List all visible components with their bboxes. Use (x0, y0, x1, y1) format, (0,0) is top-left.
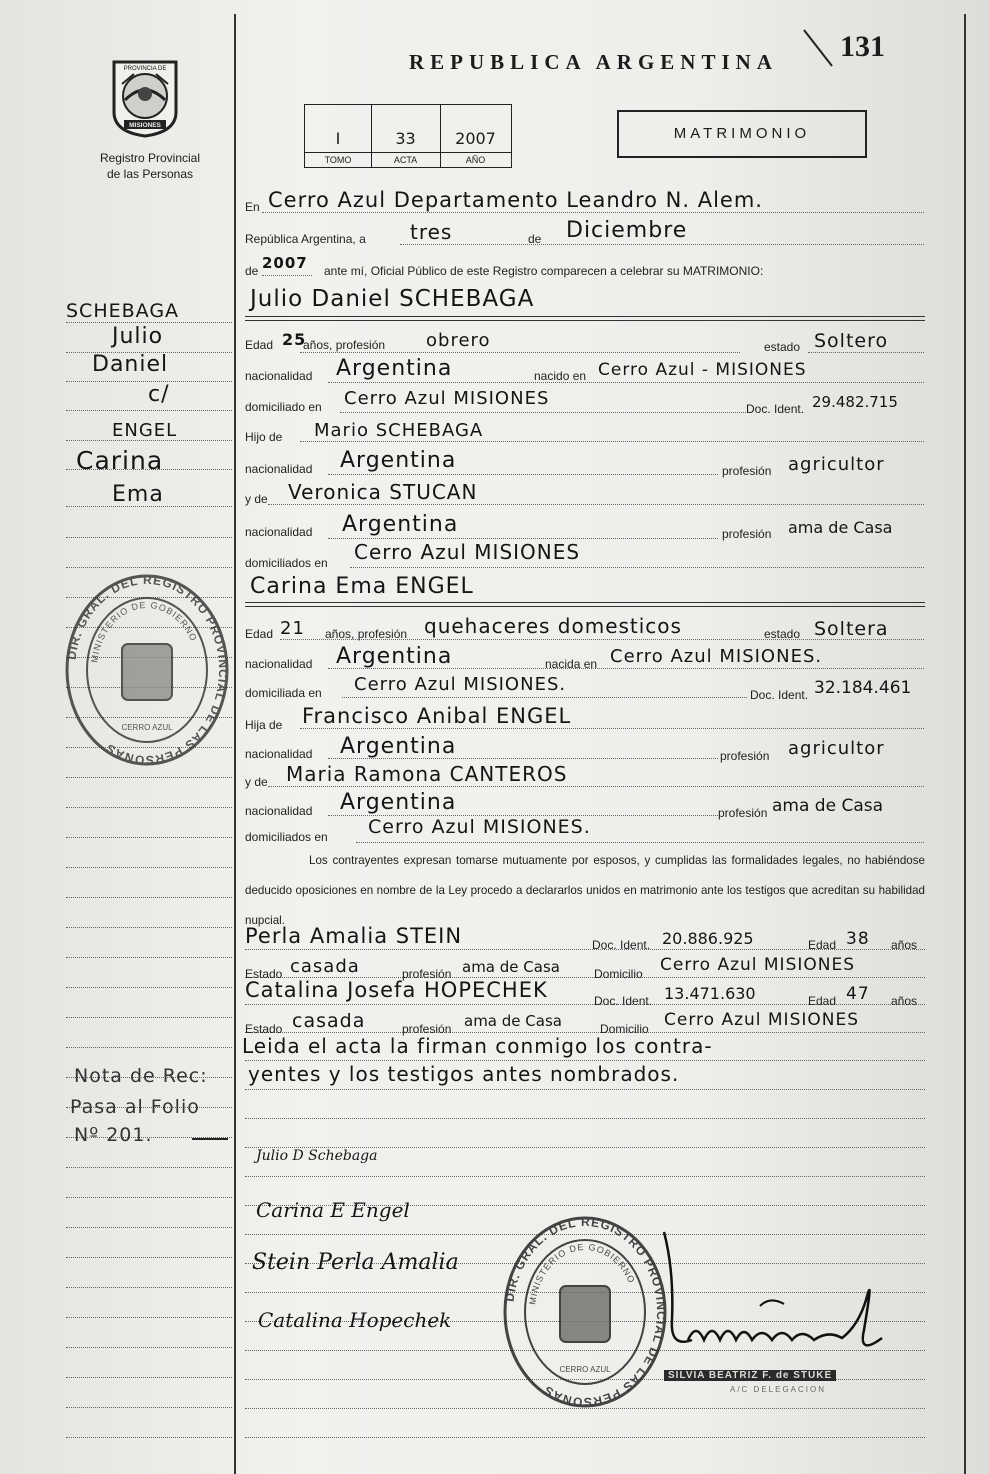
act-type-box: MATRIMONIO (617, 110, 867, 158)
groom-signature: Julio D Schebaga (256, 1148, 378, 1164)
lower-seal-outer-text: DIR. GRAL. DEL REGISTRO PROVINCIAL DE LAS PERSONAS (502, 1214, 669, 1410)
tomo-cell (305, 105, 372, 167)
witness1-profession: ama de Casa (462, 958, 560, 976)
bride-father-nationality: Argentina (340, 734, 457, 759)
ano-cell (440, 105, 511, 167)
bride-mother-profession: ama de Casa (772, 796, 884, 816)
registry-name-line2: de las Personas (106, 167, 194, 181)
groom-mother: Veronica STUCAN (288, 480, 478, 504)
bride-profession: quehaceres domesticos (424, 614, 682, 638)
margin-divider-line (234, 14, 236, 1474)
groom-doc-number: 29.482.715 (812, 393, 898, 411)
official-seal-lower (500, 1212, 670, 1412)
groom-nacionalidad-label: nacionalidad (245, 369, 313, 383)
closing-line2: yentes y los testigos antes nombrados. (248, 1062, 680, 1086)
bride-father-profession: agricultor (788, 738, 885, 759)
bride-domiciliada-label: domiciliada en (245, 686, 322, 700)
groom-father-profession: agricultor (788, 454, 885, 475)
witness1-status: casada (290, 956, 360, 977)
bride-anos-profesion-label: años, profesión (325, 627, 408, 641)
groom-mother-prof-label: profesión (722, 527, 772, 541)
margin-first-name-2: Daniel (92, 352, 169, 377)
groom-doc-label: Doc. Ident. (746, 402, 805, 416)
ano-label: AÑO (440, 152, 511, 167)
witness2-prof-label: profesión (402, 1022, 452, 1036)
witness2-signature: Catalina Hopechek (258, 1308, 452, 1332)
groom-mother-label: y de (245, 492, 268, 506)
intro-day: tres (410, 220, 453, 244)
country-title: REPUBLICA ARGENTINA (409, 50, 778, 74)
right-border-line (964, 14, 966, 1474)
margin-spouse-name-2: Ema (112, 482, 164, 507)
emblem-top-text: PROVINCIA DE (123, 66, 167, 72)
bride-father-nat-label: nacionalidad (245, 747, 313, 761)
bride-doc-label: Doc. Ident. (750, 688, 809, 702)
groom-mother-profession: ama de Casa (788, 518, 893, 537)
bride-father-label: Hija de (245, 718, 283, 732)
intro-year: 2007 (262, 254, 308, 272)
province-emblem (108, 56, 182, 138)
groom-edad-label: Edad (245, 338, 274, 352)
margin-note-line1: Nota de Rec: (74, 1065, 208, 1087)
bride-mother-prof-label: profesión (718, 806, 768, 820)
lower-seal-bottom-text: CERRO AZUL (559, 1365, 611, 1374)
bride-nationality: Argentina (336, 644, 453, 669)
acta-cell (371, 105, 441, 167)
intro-en-label: En (245, 200, 260, 214)
official-name-stamp: SILVIA BEATRIZ F. de STUKE (664, 1370, 836, 1381)
official-signature (652, 1230, 902, 1370)
acta-value: 33 (395, 129, 416, 148)
intro-place: Cerro Azul Departamento Leandro N. Alem. (268, 188, 763, 212)
folio-number: 131 (840, 30, 885, 63)
bride-mother-label: y de (245, 775, 268, 789)
margin-surname: SCHEBAGA (66, 300, 180, 322)
intro-month: Diciembre (566, 218, 688, 243)
witness2-anos-label: años (891, 994, 918, 1008)
groom-anos-profesion-label: años, profesión (303, 338, 386, 352)
bride-mother-nationality: Argentina (340, 790, 457, 815)
intro-de2-label: de (245, 264, 259, 278)
witness1-dom-label: Domicilio (594, 967, 643, 981)
witness1-doc-label: Doc. Ident. (592, 938, 651, 952)
witness2-dom-label: Domicilio (600, 1022, 649, 1036)
groom-full-name: Julio Daniel SCHEBAGA (250, 286, 535, 312)
witness1-doc: 20.886.925 (662, 929, 754, 948)
groom-domiciliado-label: domiciliado en (245, 400, 322, 414)
bride-parents-dom-label: domiciliados en (245, 830, 328, 844)
witness2-doc: 13.471.630 (664, 984, 756, 1003)
groom-parents-dom-label: domiciliados en (245, 556, 328, 570)
registry-name-line1: Registro Provincial (99, 151, 201, 165)
intro-statement: ante mí, Oficial Público de este Registro comparecen a celebrar su MATRIMONIO: (324, 264, 764, 278)
groom-estado-label: estado (764, 340, 801, 354)
witness2-estado-label: Estado (245, 1022, 283, 1036)
witness1-name: Perla Amalia STEIN (245, 924, 463, 948)
groom-birthplace: Cerro Azul - MISIONES (598, 360, 807, 380)
margin-first-name-1: Julio (112, 324, 164, 349)
margin-spouse-name-1: Carina (76, 446, 164, 475)
intro-de-label: de (528, 232, 542, 246)
margin-spouse-surname: ENGEL (112, 420, 178, 441)
bride-signature: Carina E Engel (256, 1198, 410, 1222)
witness1-signature: Stein Perla Amalia (252, 1250, 459, 1275)
upper-seal-inner-text: MINISTERIO DE GOBIERNO (89, 599, 200, 664)
bride-domicile: Cerro Azul MISIONES. (354, 674, 567, 695)
witness1-domicile: Cerro Azul MISIONES (660, 955, 856, 975)
bride-full-name: Carina Ema ENGEL (250, 574, 474, 599)
bride-father: Francisco Anibal ENGEL (302, 704, 572, 728)
witness2-status: casada (292, 1010, 366, 1032)
groom-father-label: Hijo de (245, 430, 283, 444)
bride-nacida-label: nacida en (545, 657, 598, 671)
groom-parents-domicile: Cerro Azul MISIONES (354, 540, 581, 564)
bride-marital-status: Soltera (814, 618, 889, 640)
lower-seal-inner-text: MINISTERIO DE GOBIERNO (527, 1241, 638, 1306)
groom-father: Mario SCHEBAGA (314, 420, 484, 441)
groom-father-prof-label: profesión (722, 464, 772, 478)
witness1-estado-label: Estado (245, 967, 283, 981)
upper-seal-outer-text: DIR. GRAL. DEL REGISTRO PROVINCIAL DE LAS PERSONAS (64, 572, 231, 768)
witness1-prof-label: profesión (402, 967, 452, 981)
bride-doc-number: 32.184.461 (814, 678, 912, 698)
groom-age: 25 (282, 330, 307, 349)
witness1-age: 38 (846, 929, 870, 949)
witness1-edad-label: Edad (808, 938, 837, 952)
closing-line1: Leida el acta la firman conmigo los contra- (242, 1034, 713, 1058)
witness1-anos-label: años (891, 938, 918, 952)
margin-separator: c/ (148, 382, 170, 407)
bride-birthplace: Cerro Azul MISIONES. (610, 646, 823, 667)
tomo-label: TOMO (305, 152, 371, 167)
tomo-acta-ano-table (304, 104, 512, 168)
groom-nationality: Argentina (336, 356, 453, 381)
witness2-name: Catalina Josefa HOPECHEK (245, 978, 548, 1002)
bride-edad-label: Edad (245, 627, 274, 641)
official-title-stamp: A/C DELEGACION (730, 1385, 827, 1394)
witness2-age: 47 (846, 984, 870, 1004)
registry-name (70, 150, 230, 182)
folio-slash-mark (800, 26, 840, 70)
emblem-bottom-text: MISIONES (129, 122, 161, 129)
witness2-edad-label: Edad (808, 994, 837, 1008)
groom-mother-nationality: Argentina (342, 512, 459, 537)
witness2-doc-label: Doc. Ident. (594, 994, 653, 1008)
margin-note-line3: Nº 201. (74, 1124, 153, 1146)
witness2-profession: ama de Casa (464, 1012, 562, 1030)
tomo-value: I (335, 129, 341, 148)
official-seal-upper (62, 570, 232, 770)
groom-nacido-label: nacido en (534, 369, 587, 383)
bride-estado-label: estado (764, 627, 801, 641)
bride-age: 21 (280, 618, 305, 639)
upper-seal-bottom-text: CERRO AZUL (121, 723, 173, 732)
bride-mother-nat-label: nacionalidad (245, 804, 313, 818)
intro-republica-label: República Argentina, a (245, 232, 366, 246)
ano-value: 2007 (455, 129, 496, 148)
groom-marital-status: Soltero (814, 330, 889, 352)
bride-parents-domicile: Cerro Azul MISIONES. (368, 816, 591, 838)
witness2-domicile: Cerro Azul MISIONES (664, 1010, 860, 1030)
margin-note-underline (190, 1136, 230, 1142)
bride-mother: Maria Ramona CANTEROS (286, 762, 568, 786)
declaration-paragraph: Los contrayentes expresan tomarse mutuamente por esposos, y cumplidas las formalidades legales, no habiéndose deducido oposiciones en nombre de la Ley procedo a declararlos unidos en matrimonio ante los testigos que acreditan su habilidad nupcial. (245, 854, 925, 927)
bride-nacionalidad-label: nacionalidad (245, 657, 313, 671)
groom-father-nationality: Argentina (340, 448, 457, 473)
margin-note-line2: Pasa al Folio (70, 1096, 200, 1118)
groom-domicile: Cerro Azul MISIONES (344, 388, 550, 409)
groom-father-nat-label: nacionalidad (245, 462, 313, 476)
bride-father-prof-label: profesión (720, 749, 770, 763)
groom-profession: obrero (426, 330, 491, 351)
acta-label: ACTA (371, 152, 440, 167)
groom-mother-nat-label: nacionalidad (245, 525, 313, 539)
